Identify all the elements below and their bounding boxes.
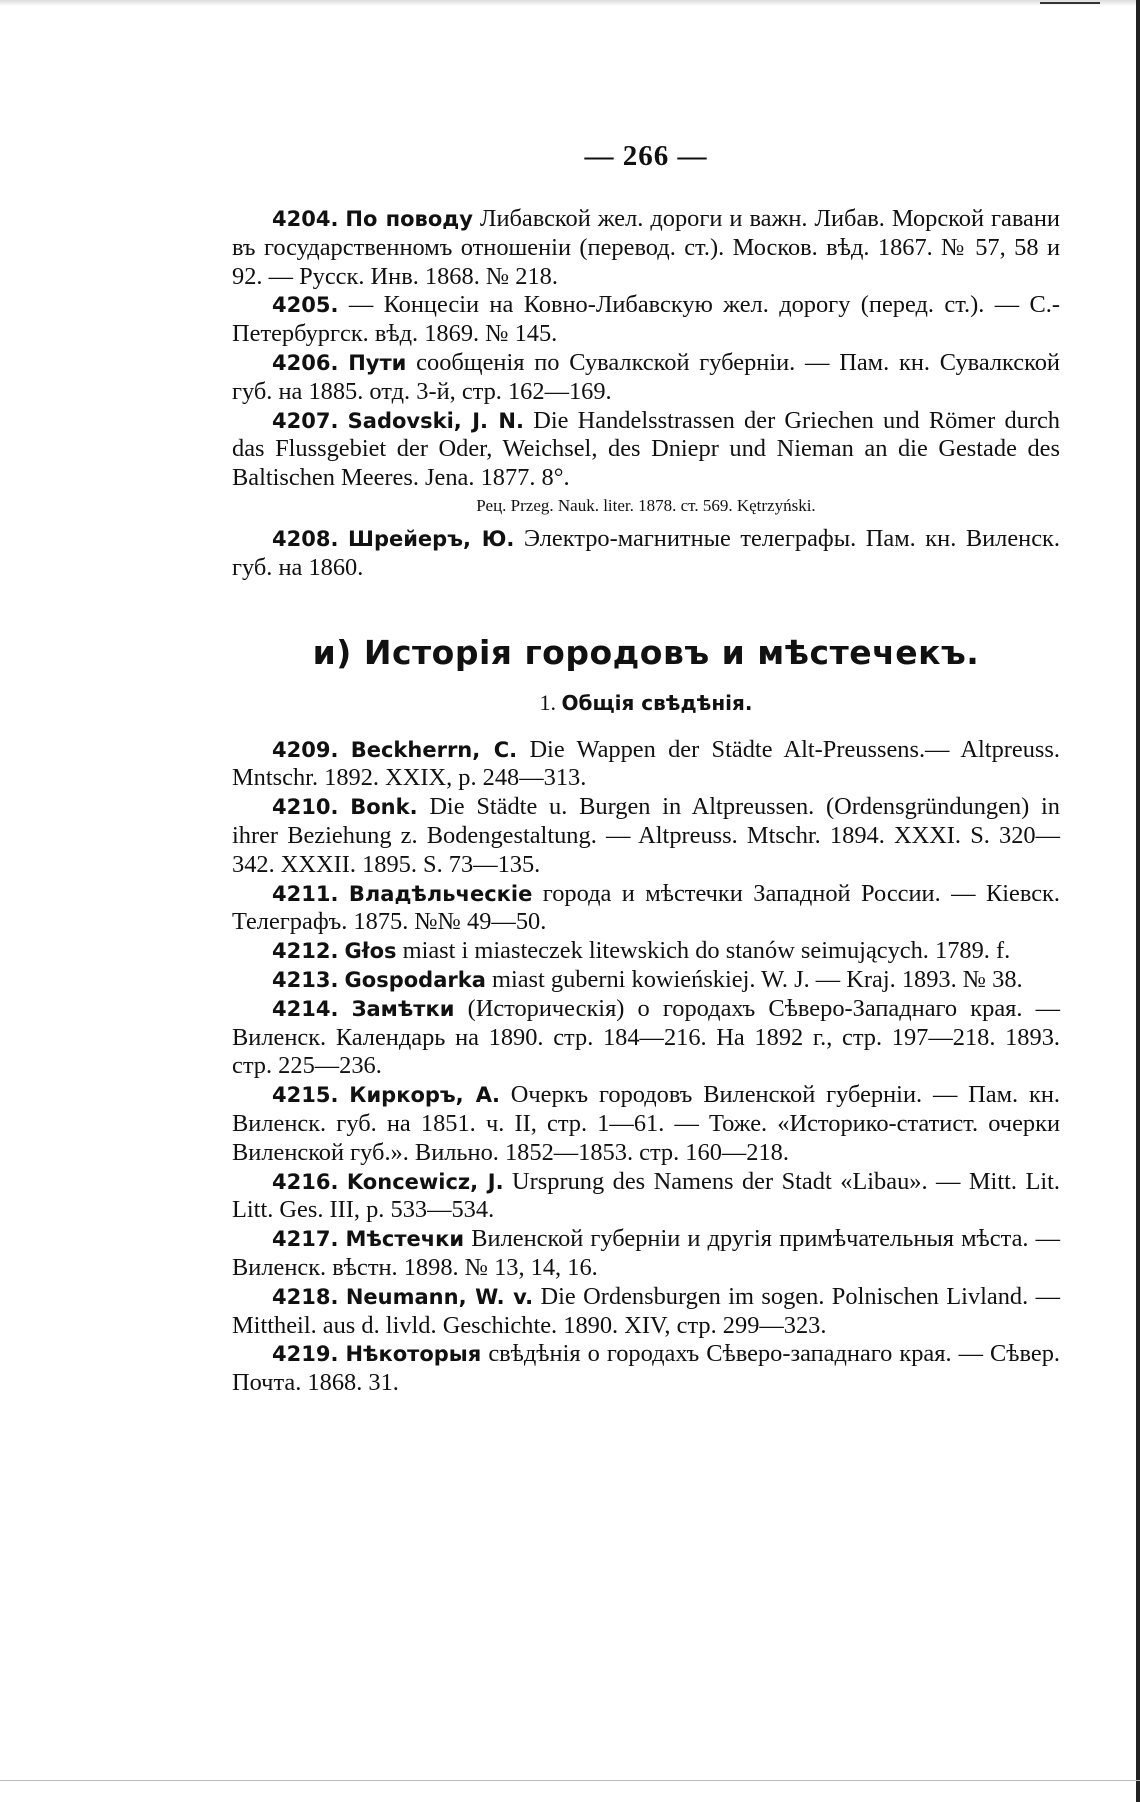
entry-4209 <box>232 736 1060 794</box>
entry-text: свѣдѣнія о городахъ Сѣверо-западнаго края. — Сѣвер. Почта. 1868. 31. <box>232 1340 1060 1397</box>
entry-number: 4213. <box>272 967 339 992</box>
subsection-label: Общія свѣдѣнія. <box>561 690 753 715</box>
entry-heading: Koncewicz, J. <box>346 1169 504 1194</box>
entry-heading: Нѣкоторыя <box>345 1342 482 1367</box>
entry-number: 4205. <box>272 293 339 318</box>
entry-heading: Владѣльческіе <box>348 881 533 906</box>
entry-number: 4210. <box>272 795 339 820</box>
scan-mark <box>1040 2 1100 4</box>
entry-heading: Шрейеръ, Ю. <box>348 526 515 551</box>
entry-number: 4211. <box>272 881 339 906</box>
entry-4219 <box>232 1340 1060 1398</box>
entry-4216 <box>232 1168 1060 1226</box>
entry-heading: Sadovski, J. N. <box>347 408 524 433</box>
subsection-title <box>232 690 1060 716</box>
entry-number: 4207. <box>272 408 339 433</box>
entry-4213 <box>232 966 1060 995</box>
entry-4212 <box>232 937 1060 966</box>
entry-text: Виленской губерніи и другія примѣчательныя мѣста. — Виленск. вѣстн. 1898. № 13, 14, 16. <box>232 1225 1060 1281</box>
scan-edge-right <box>1136 0 1140 1802</box>
entry-number: 4206. <box>272 350 339 375</box>
section-title: и) Исторія городовъ и мѣстечекъ. <box>312 632 980 672</box>
entry-number: 4217. <box>272 1227 339 1252</box>
entry-text: Die Ordensburgen im sogen. Polnischen Livland. — Mittheil. aus d. livld. Geschichte. 1890. XIV, стр. 299—323. <box>232 1282 1060 1339</box>
entry-4217 <box>232 1225 1060 1283</box>
entry-number: 4216. <box>272 1169 339 1194</box>
entry-heading: Киркоръ, А. <box>349 1083 500 1108</box>
entry-text: города и мѣстечки Западной России. — Кіевск. Телеграфъ. 1875. №№ 49—50. <box>232 879 1060 936</box>
entry-text: Очеркъ городовъ Виленской губерніи. — Пам. кн. Виленск. губ. на 1851. ч. II, стр. 1—61. — Тоже. «Историко-статист. очерки Виленской губ.». Вильно. 1852—1853. стр. 160—218. <box>232 1081 1060 1166</box>
entry-text: (Историческія) о городахъ Сѣверо-Западнаго края. — Виленск. Календарь на 1890. стр. 184—216. На 1892 г., стр. 197—218. 1893. стр. 225—236. <box>232 994 1060 1080</box>
page-number: — 266 — <box>584 140 708 172</box>
entry-number: 4215. <box>272 1083 339 1108</box>
entry-number: 4214. <box>272 996 339 1021</box>
entry-heading: Głos <box>344 939 397 964</box>
entry-4206 <box>232 349 1060 407</box>
entry-text: Электро-магнитные телеграфы. Пам. кн. Виленск. губ. на 1860. <box>232 524 1060 581</box>
entry-heading: Neumann, W. v. <box>345 1284 534 1309</box>
entry-heading: Мѣстечки <box>345 1227 465 1252</box>
page <box>232 140 1060 1398</box>
entry-text: сообщенія по Сувалкской губерніи. — Пам. кн. Сувалкской губ. на 1885. отд. 3-й, стр. 162—169. <box>232 348 1060 405</box>
entry-heading: Bonk. <box>350 795 418 820</box>
entry-4214 <box>232 995 1060 1081</box>
entry-text: miast guberni kowieńskiej. W. J. — Kraj. 1893. № 38. <box>485 965 1023 993</box>
entry-text: Ursprung des Namens der Stadt «Libau». — Mitt. Lit. Litt. Ges. III, p. 533—534. <box>232 1167 1060 1224</box>
entry-4218 <box>232 1283 1060 1341</box>
entry-number: 4219. <box>272 1342 339 1367</box>
entry-text: Die Wappen der Städte Alt-Preussens.— Altpreuss. Mntschr. 1892. XXIX, p. 248—313. <box>232 735 1060 792</box>
entry-4210 <box>232 793 1060 879</box>
entry-4205 <box>232 291 1060 349</box>
subsection-number: 1. <box>539 689 557 715</box>
entry-text: Либавской жел. дороги и важн. Либав. Морской гавани въ государственномъ отношеніи (перевод. ст.). Москов. вѣд. 1867. № 57, 58 и 92. — Русск. Инв. 1868. № 218. <box>232 205 1060 290</box>
scan-bottom-line <box>0 1780 1140 1781</box>
entry-4208 <box>232 525 1060 583</box>
scan-edge-top <box>0 0 1140 6</box>
entry-text: miast i miasteczek litewskich do stanów seimujących. 1789. f. <box>396 937 1011 965</box>
entry-text: Die Handelsstrassen der Griechen und Römer durch das Flussgebiet der Oder, Weichsel, des Dniepr und Nieman an die Gestade des Baltischen Meeres. Jena. 1877. 8°. <box>232 406 1060 492</box>
entry-heading: По поводу <box>345 207 473 231</box>
entry-heading: Gospodarka <box>344 967 486 992</box>
entry-heading: Пути <box>348 350 407 375</box>
entry-heading: Замѣтки <box>351 996 455 1021</box>
entry-4207 <box>232 407 1060 493</box>
entry-number: 4208. <box>272 526 339 551</box>
entry-text: Die Städte u. Burgen in Altpreussen. (Ordensgründungen) in ihrer Beziehung z. Bodengestaltung. — Altpreuss. Mtschr. 1894. XXXI. S. 320—342. XXXII. 1895. S. 73—135. <box>232 793 1060 878</box>
review-note-4207: Рец. Przeg. Nauk. liter. 1878. ст. 569. Kętrzyński. <box>476 495 816 515</box>
entry-heading: Beckherrn, C. <box>350 737 518 762</box>
entry-number: 4212. <box>272 939 339 964</box>
entry-4204 <box>232 205 1060 291</box>
entry-4215 <box>232 1081 1060 1167</box>
entry-number: 4218. <box>272 1284 339 1309</box>
entry-text: — Концесіи на Ковно-Либавскую жел. дорогу (перед. ст.). — С.-Петербургск. вѣд. 1869. № 145. <box>232 291 1060 348</box>
entry-number: 4204. <box>272 207 339 231</box>
entry-4211 <box>232 880 1060 938</box>
entry-number: 4209. <box>272 737 339 762</box>
